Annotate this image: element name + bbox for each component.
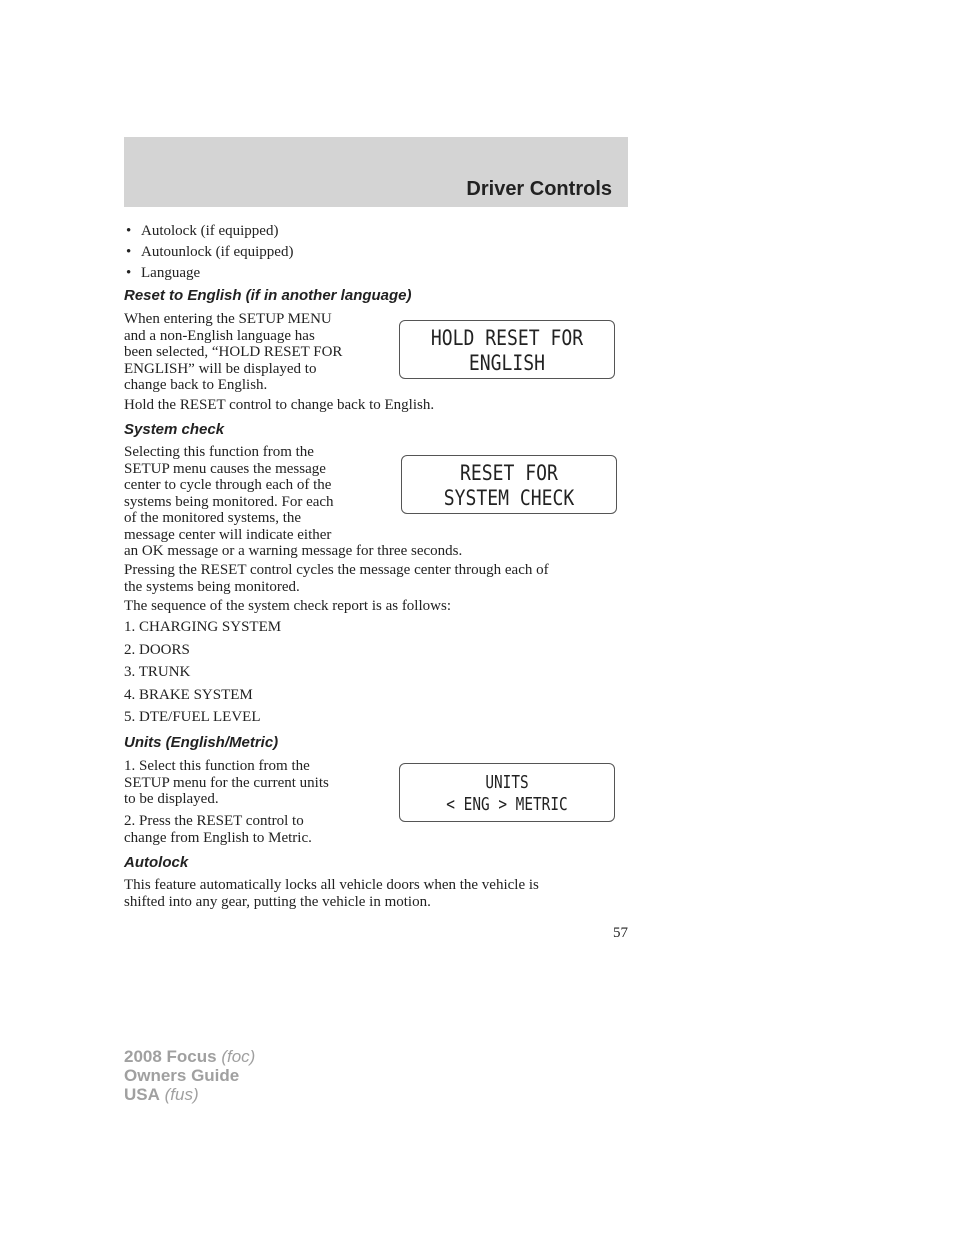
footer-line (124, 1047, 255, 1066)
text-line: When entering the SETUP MENU (124, 311, 332, 327)
units-step-2 (124, 813, 312, 846)
text-line: Selecting this function from the (124, 444, 314, 460)
text-line: This feature automatically locks all vehicle doors when the vehicle is (124, 877, 539, 893)
message-center-display-system-check (401, 455, 617, 514)
section-header-band (124, 137, 628, 207)
list-item: 4. BRAKE SYSTEM (124, 686, 253, 703)
system-check-heading: System check (124, 421, 225, 438)
autolock-text (124, 877, 539, 910)
text-line: 2. Press the RESET control to (124, 813, 304, 829)
text-line: an OK message or a warning message for three seconds. (124, 543, 463, 559)
reset-english-text (124, 311, 342, 394)
text-line: shifted into any gear, putting the vehicle in motion. (124, 893, 431, 910)
units-step-1 (124, 758, 329, 808)
footer-model: 2008 Focus (124, 1047, 217, 1066)
footer-model-code: (foc) (221, 1047, 256, 1066)
system-check-para3: The sequence of the system check report is as follows: (124, 598, 451, 614)
message-center-display-hold-reset (399, 320, 615, 379)
text-line: to be displayed. (124, 791, 219, 807)
footer-line (124, 1085, 255, 1104)
section-title: Driver Controls (466, 178, 612, 200)
text-line: Pressing the RESET control cycles the message center through each of (124, 562, 549, 578)
text-line: 1. Select this function from the (124, 758, 310, 774)
footer-guide: Owners Guide (124, 1066, 240, 1085)
list-item: • Language (124, 263, 293, 284)
document-footer (124, 1047, 255, 1104)
text-line: been selected, “HOLD RESET FOR (124, 344, 343, 360)
display-line: RESET FOR (460, 461, 558, 485)
list-item: • Autounlock (if equipped) (124, 242, 293, 263)
text-line: of the monitored systems, the (124, 510, 302, 526)
footer-market: USA (124, 1085, 160, 1104)
system-check-sequence-list (124, 616, 281, 729)
text-line: change from English to Metric. (124, 829, 312, 846)
text-line: change back to English. (124, 377, 268, 393)
text-line: the systems being monitored. (124, 578, 300, 595)
reset-english-heading: Reset to English (if in another language) (124, 287, 412, 304)
list-item: 1. CHARGING SYSTEM (124, 619, 282, 635)
autolock-heading: Autolock (124, 854, 189, 871)
reset-english-after: Hold the RESET control to change back to English. (124, 397, 435, 413)
display-line: UNITS (485, 772, 529, 793)
display-line: ENGLISH (468, 351, 546, 375)
text-line: SETUP menu for the current units (124, 774, 329, 791)
units-heading: Units (English/Metric) (124, 734, 279, 751)
footer-market-code: (fus) (164, 1085, 199, 1104)
page-number: 57 (613, 925, 628, 941)
display-line: HOLD RESET FOR (430, 326, 584, 350)
text-line: center to cycle through each of the (124, 477, 332, 493)
feature-bullet-list (124, 221, 293, 284)
list-item: • Autolock (if equipped) (124, 221, 293, 242)
footer-line (124, 1066, 255, 1085)
list-item: 5. DTE/FUEL LEVEL (124, 709, 261, 725)
text-line: SETUP menu causes the message (124, 460, 326, 477)
text-line: ENGLISH” will be displayed to (124, 360, 317, 377)
message-center-display-units (399, 763, 615, 822)
list-item: 2. DOORS (124, 641, 190, 658)
system-check-para2 (124, 562, 549, 595)
list-item: 3. TRUNK (124, 664, 191, 680)
display-line: < ENG > METRIC (446, 794, 568, 815)
text-line: systems being monitored. For each (124, 493, 334, 510)
text-line: message center will indicate either (124, 526, 332, 543)
display-line: SYSTEM CHECK (443, 486, 575, 510)
text-line: and a non-English language has (124, 327, 315, 344)
